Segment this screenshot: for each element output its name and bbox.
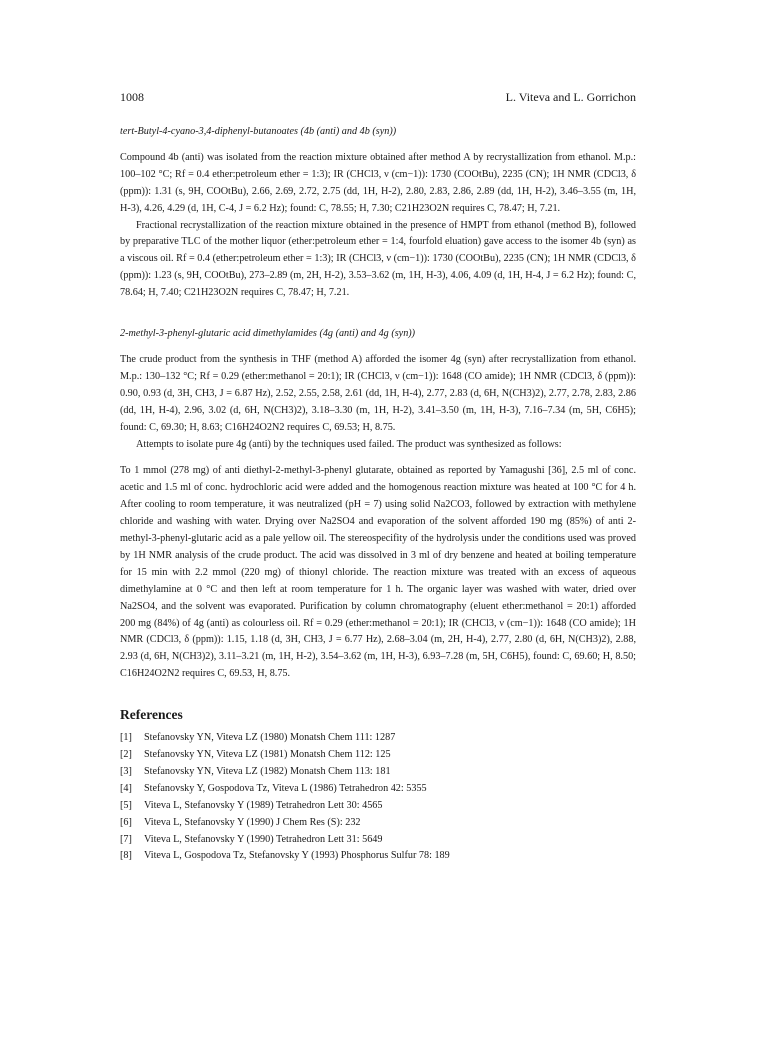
reference-number: [5] (120, 799, 132, 811)
article-body (120, 124, 636, 865)
reference-list (120, 730, 636, 865)
reference-text: Viteva L, Stefanovsky Y (1990) Tetrahedron Lett 31: 5649 (144, 833, 383, 845)
reference-item (120, 764, 636, 781)
reference-text: Viteva L, Stefanovsky Y (1989) Tetrahedron Lett 30: 4565 (144, 799, 383, 811)
reference-item (120, 815, 636, 832)
reference-text: Stefanovsky YN, Viteva LZ (1981) Monatsh Chem 112: 125 (144, 749, 391, 760)
section-title-4g: 2-methyl-3-phenyl-glutaric acid dimethylamides (4g (anti) and 4g (syn)) (120, 328, 416, 340)
running-authors: L. Viteva and L. Gorrichon (505, 90, 636, 104)
reference-item (120, 747, 636, 764)
page-header (120, 90, 636, 105)
reference-text: Viteva L, Gospodova Tz, Stefanovsky Y (1993) Phosphorus Sulfur 78: 189 (144, 850, 450, 862)
paragraph-4b-anti: Compound 4b (anti) was isolated from the reaction mixture obtained after method A by recrystallization from ethanol. M.p.: 100–102 °C; Rf = 0.4 ether:petroleum ether = 1:3); IR (CHCl3, ν (cm−1)): 1730 (COOtBu), 2235 (CN); 1H NMR (CDCl3, δ (ppm)): 1.31 (s, 9H, COOtBu), 2.66, 2.69, 2.72, 2.75 (dd, 1H, H-2), 2.80, 2.83, 2.86, 2.89 (dd, 1H, H-2), 3.46–3.55 (m, 1H, H-3), 4.26, 4.29 (d, 1H, C-4, J = 6.2 Hz); found: C, 78.55; H, 7.30; C21H23O2N requires C, 78.47; H, 7.21. (120, 151, 636, 214)
reference-text: Stefanovsky YN, Viteva LZ (1982) Monatsh Chem 113: 181 (144, 765, 391, 777)
reference-item (120, 798, 636, 815)
paragraph-4g-syn: The crude product from the synthesis in THF (method A) afforded the isomer 4g (syn) after recrystallization from ethanol. M.p.: 130–132 °C; Rf = 0.29 (ether:methanol = 20:1); IR (CHCl3, ν (cm−1)): 1648 (CO amide); 1H NMR (CDCl3, δ (ppm)): 0.90, 0.93 (d, 3H, CH3, J = 6.87 Hz), 2.52, 2.55, 2.58, 2.61 (dd, 1H, H-4), 2.77, 2.83 (d, 6H, N(CH3)2), 2.77, 2.78, 2.83, 2.86 (dd, 1H, H-4), 2.96, 3.02 (d, 6H, N(CH3)2), 3.18–3.30 (m, 1H, H-2), 3.41–3.50 (m, 1H, H-3), 7.16–7.34 (m, 5H, C6H5); found: C, 69.30; H, 8.63; C16H24O2N2 requires C, 69.53; H, 8.75. (120, 353, 636, 433)
reference-item (120, 848, 636, 865)
paragraph-4b-syn: Fractional recrystallization of the reaction mixture obtained in the presence of HMPT from ethanol (method B), followed by preparative TLC of the mother liquor (ether:petroleum ether = 1:4, fourfold eluation) gave access to the isomer 4b (syn) as a viscous oil. Rf = 0.4 (ether:petroleum ether = 1:3); IR (CHCl3, ν (cm−1)): 1730 (COOtBu), 2235 (CN); 1H NMR (CDCl3, δ (ppm)): 1.23 (s, 9H, COOtBu), 273–2.89 (m, 2H, H-2), 3.53–3.62 (m, 1H, H-3), 4.06, 4.09 (d, 1H, H-4, J = 6.2 Hz); found: C, 78.64; H, 7.40; C21H23O2N requires C, 78.47; H, 7.21. (120, 219, 636, 299)
paragraph-4g-attempts: Attempts to isolate pure 4g (anti) by the techniques used failed. The product was synthesized as follows: (136, 438, 562, 450)
reference-number: [3] (120, 765, 132, 777)
reference-number: [7] (120, 833, 132, 845)
reference-number: [4] (120, 782, 132, 794)
reference-number: [6] (120, 816, 132, 828)
references-heading: References (120, 707, 183, 723)
section-title-4b: tert-Butyl-4-cyano-3,4-diphenyl-butanoates (4b (anti) and 4b (syn)) (120, 126, 397, 137)
reference-text: Stefanovsky YN, Viteva LZ (1980) Monatsh Chem 111: 1287 (144, 732, 396, 744)
reference-text: Stefanovsky Y, Gospodova Tz, Viteva L (1986) Tetrahedron 42: 5355 (144, 782, 427, 794)
reference-item (120, 832, 636, 849)
paragraph-4g-anti-synthesis: To 1 mmol (278 mg) of anti diethyl-2-methyl-3-phenyl glutarate, obtained as reported by Yamagushi [36], 2.5 ml of conc. acetic and 1.5 ml of conc. hydrochloric acid were added and the homogenous reaction mixture was heated at 100 °C for 4 h. After cooling to room temperature, it was neutralized (pH = 7) using solid Na2CO3, followed by extraction with methylene chloride and washing with water. Drying over Na2SO4 and evaporation of the solvent afforded 190 mg (85%) of anti 2-methyl-3-phenyl-glutaric acid as a pale yellow oil. The stereospecifity of the hydrolysis under the conditions used was proved by 1H NMR analysis of the crude product. The acid was dissolved in 3 ml of dry benzene and heated at boiling temperature for 15 min with 2.2 mmol (220 mg) of thionyl chloride. The reaction mixture was treated with an excess of aqueous dimethylamine at 0 °C and then left at room temperature for 1 h. The organic layer was washed with water, dried over Na2SO4, and the solvent was evaporated. Purification by column chromatography (eluent ether:methanol = 20:1) afforded 200 mg (84%) of 4g (anti) as colourless oil. Rf = 0.29 (ether:methanol = 20:1); IR (CHCl3, ν (cm−1)): 1648 (CO amide); 1H NMR (CDCl3, δ (ppm)): 1.15, 1.18 (d, 3H, CH3, J = 6.77 Hz), 2.68–3.04 (m, 2H, H-4), 2.77, 2.80 (d, 6H, N(CH3)2), 2.88, 2.93 (d, 6H, N(CH3)2), 3.11–3.21 (m, 1H, H-2), 3.54–3.62 (m, 1H, H-3), 6.93–7.28 (m, 5H, C6H5), found: C, 69.60; H, 8.50; C16H24O2N2 requires C, 69.53, H, 8.75. (120, 465, 636, 680)
reference-item (120, 730, 636, 747)
reference-item (120, 781, 636, 798)
reference-text: Viteva L, Stefanovsky Y (1990) J Chem Res (S): 232 (144, 816, 361, 828)
reference-number: [8] (120, 850, 132, 862)
reference-number: [2] (120, 749, 132, 760)
page-number: 1008 (120, 90, 144, 104)
reference-number: [1] (120, 732, 132, 744)
